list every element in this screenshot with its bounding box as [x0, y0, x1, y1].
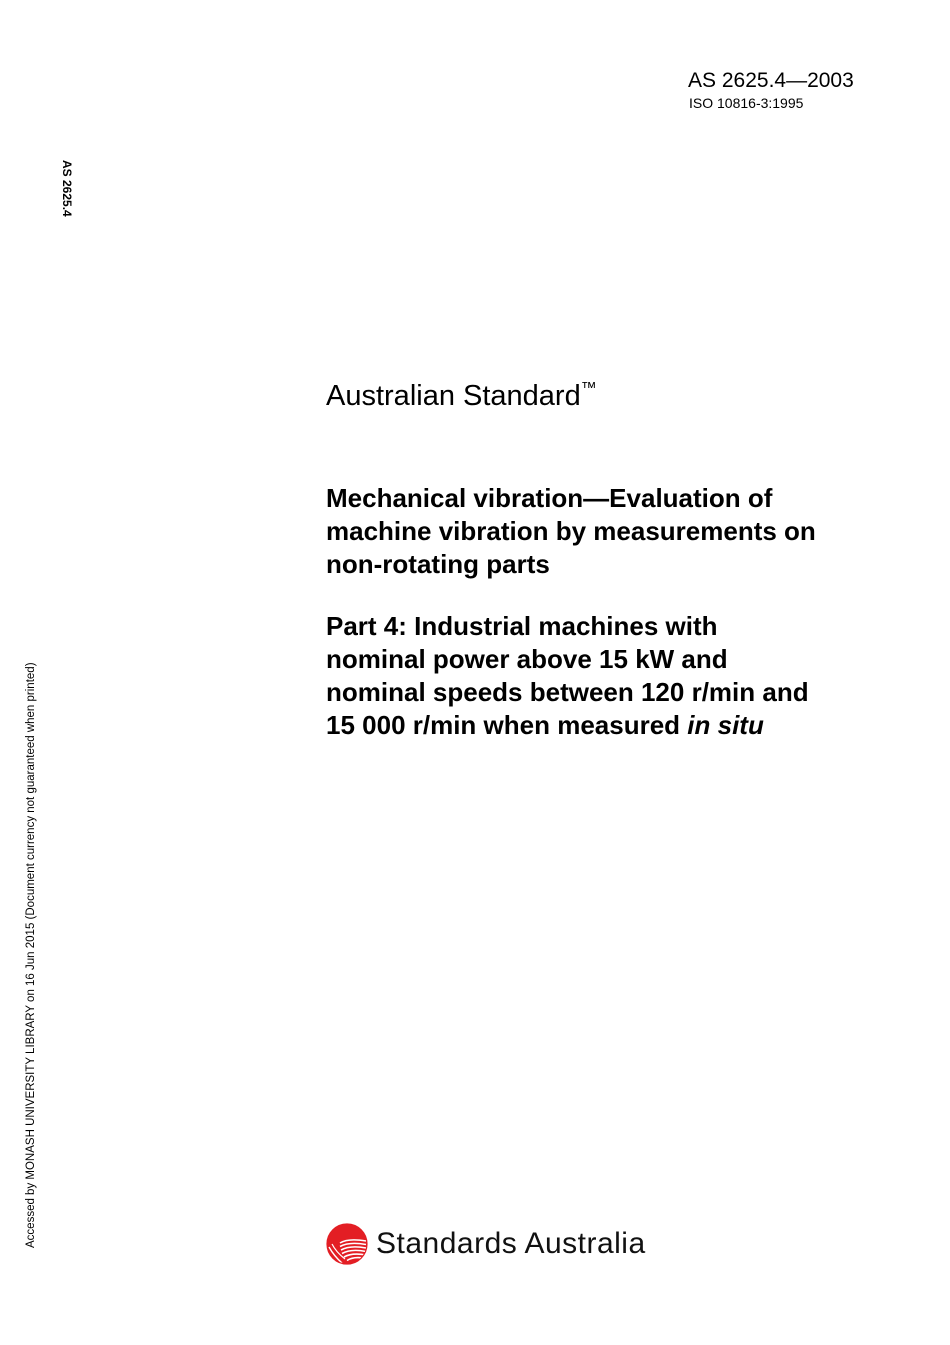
publisher-name: Standards Australia [376, 1227, 646, 1260]
standard-number: AS 2625.4—2003 [688, 69, 854, 92]
spine-label: AS 2625.4 [60, 160, 74, 217]
iso-equivalent-number: ISO 10816-3:1995 [689, 95, 804, 111]
series-title-text: Australian Standard [326, 380, 581, 412]
document-subtitle-line: Part 4: Industrial machines with [326, 611, 718, 641]
access-note: Accessed by MONASH UNIVERSITY LIBRARY on 16 Jun 2015 (Document currency not guaranteed when printed) [25, 662, 37, 1248]
document-title-line: non-rotating parts [326, 549, 550, 579]
document-subtitle-line: nominal speeds between 120 r/min and [326, 677, 809, 707]
standards-australia-globe-icon [326, 1223, 368, 1265]
series-title [326, 379, 597, 413]
document-subtitle-line: nominal power above 15 kW and [326, 644, 728, 674]
document-title-line: machine vibration by measurements on [326, 516, 816, 546]
publisher-block [326, 1221, 646, 1267]
document-title [326, 482, 906, 581]
document-subtitle [326, 610, 906, 742]
document-subtitle-line [326, 709, 906, 742]
subtitle-last-line-text: 15 000 r/min when measured [326, 710, 688, 740]
subtitle-italic-phrase: in situ [687, 710, 764, 740]
trademark-symbol: ™ [580, 380, 597, 397]
document-title-line: Mechanical vibration—Evaluation of [326, 483, 773, 513]
